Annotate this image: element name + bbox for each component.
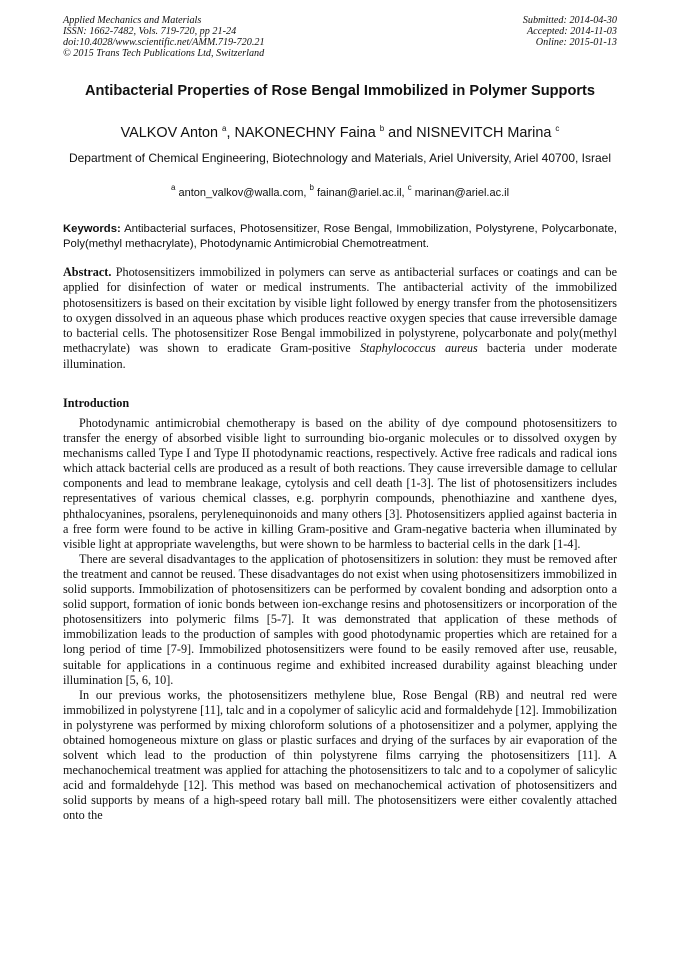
keywords-text: Antibacterial surfaces, Photosensitizer, Rose Bengal, Immobilization, Polystyrene, Polycarbonate, Poly(methyl methacrylate), Photodynamic Antimicrobial Chemotreatment.: [63, 223, 617, 250]
email-3-mark: c: [407, 183, 412, 192]
intro-paragraph-1: Photodynamic antimicrobial chemotherapy is based on the ability of dye compound photosensitizers to transfer the energy of absorbed visible light to surrounding bio-organic molecules or to dissolved oxygen by mechanisms called Type I and Type II photodynamic reactions, respectively. Active free radicals and radical ions which attack bacterial cells are produced as a result of both reactions. They cause irreversible damage to cellular components and lead to membrane leakage, cytolysis and cell death [1-3]. The list of photosensitizers includes representatives of various chemical classes, e.g. porphyrin compounds, phenothiazine and xanthene dyes, phthalocyanines, psoralens, perylenequinonoids and many others [3]. Photosensitizers applied against bacteria in a free form were found to be active in killing Gram-positive and Gram-negative bacteria when illuminated by visible light at appropriate wavelengths, but were shown to be harmless to bacterial cells in the dark [1-4].: [63, 416, 617, 551]
email-3: marinan@ariel.ac.il: [411, 187, 510, 199]
abstract-species: Staphylococcus aureus: [359, 341, 478, 356]
header-left: [63, 15, 265, 59]
abstract: [63, 265, 617, 372]
intro-paragraph-3: In our previous works, the photosensitizers methylene blue, Rose Bengal (RB) and neutral red were immobilized in polystyrene [11], talc and in a copolymer of salicylic acid and formaldehyde [12]. Immobilization in polystyrene was performed by mixing chloroform solutions of a photosensitizer and a polymer, applying the obtained homogeneous mixture on glass or plastic surfaces and drying of the surfaces by air evaporation of the solvent which lead to the production of thin polystyrene films carrying the photosensitizers [11]. A mechanochemical treatment was applied for attaching the photosensitizers to talc and to a copolymer of salicylic acid and formaldehyde [12]. This method was based on mechanochemical activation of photosensitizers and solid supports by means of a high-speed rotary ball mill. The photosensitizers were either covalently attached onto the: [63, 687, 617, 823]
accepted-date: Accepted: 2014-11-03: [526, 26, 617, 37]
keywords: [63, 222, 617, 252]
email-1-mark: a: [170, 183, 176, 192]
keywords-label: Keywords:: [63, 223, 121, 235]
author-3: NISNEVITCH Marina: [416, 125, 552, 141]
abstract-label: Abstract.: [63, 265, 112, 279]
email-1: anton_valkov@walla.com,: [175, 187, 310, 199]
email-2: fainan@ariel.ac.il,: [313, 187, 408, 199]
online-date: Online: 2015-01-13: [535, 37, 617, 48]
paper-title: Antibacterial Properties of Rose Bengal Immobilized in Polymer Supports: [84, 83, 596, 99]
submitted-date: Submitted: 2014-04-30: [522, 15, 617, 26]
affiliation: Department of Chemical Engineering, Biotechnology and Materials, Ariel University, Ariel 40700, Israel: [68, 151, 612, 165]
copyright-line: © 2015 Trans Tech Publications Ltd, Switzerland: [63, 48, 265, 59]
intro-paragraph-2: There are several disadvantages to the application of photosensitizers in solution: they must be removed after the treatment and cannot be reused. These disadvantages do not exist when using photosensitizers immobilized in solid supports. Immobilization of photosensitizers can be performed by covalent bonding and adsorption onto a solid support, formation of ionic bonds between ion-exchange resins and photosensitizers or incorporation of the photosensitizers into polymeric films [5-7]. It was demonstrated that application of these methods of immobilization leads to the production of samples with good photodynamic properties which are retained for a long period of time [7-9]. Immobilized photosensitizers were found to be easily removed after use, reusable, suitable for applications in a continuous regime and exhibited increased durability against bleaching under illumination [5, 6, 10].: [63, 551, 617, 687]
abstract-text-2: bacteria under moderate illumination.: [63, 341, 617, 371]
abstract-text-1: Photosensitizers immobilized in polymers can serve as antibacterial surfaces or coatings and can be applied for disinfection of water or medical instruments. The antibacterial activity of the immobilized photosensitizers is based on their excitation by visible light followed by energy transfer from the photosensitizers to oxygen dissolved in an aqueous phase which produces reactive oxygen species that cause irreversible damage to bacterial cells. The photosensitizer Rose Bengal immobilized in polystyrene, polycarbonate and poly(methyl methacrylate) was shown to eradicate Gram-positive: [63, 265, 617, 356]
author-2-affil-mark: b: [379, 124, 385, 133]
author-1: VALKOV Anton: [120, 125, 218, 141]
doi-line: doi:10.4028/www.scientific.net/AMM.719-720.21: [63, 37, 265, 48]
author-3-affil-mark: c: [555, 124, 560, 133]
introduction-body: [63, 416, 617, 824]
section-title-introduction: Introduction: [63, 396, 130, 410]
journal-name: Applied Mechanics and Materials: [63, 15, 202, 26]
email-2-mark: b: [309, 183, 314, 192]
author-emails: [63, 183, 617, 200]
author-and: and: [384, 125, 417, 141]
author-list: [63, 124, 617, 142]
author-1-affil-mark: a: [221, 124, 227, 133]
header-right: [523, 15, 617, 48]
author-separator: ,: [226, 125, 235, 141]
author-2: NAKONECHNY Faina: [234, 125, 376, 141]
issn-line: ISSN: 1662-7482, Vols. 719-720, pp 21-24: [63, 26, 237, 37]
